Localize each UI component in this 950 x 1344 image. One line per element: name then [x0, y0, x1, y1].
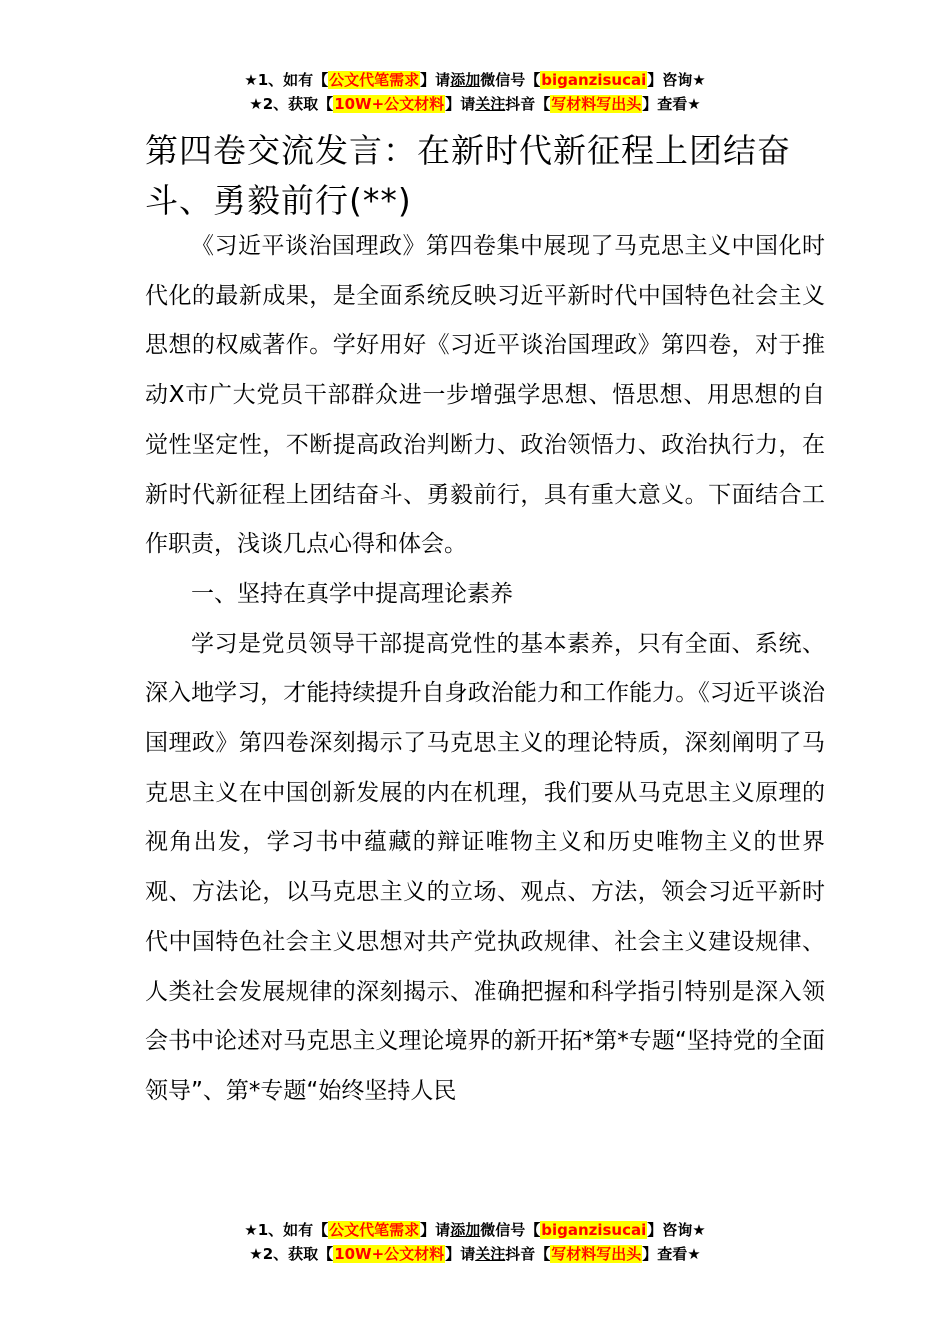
banner-line-1: ★1、如有【公文代笔需求】请添加微信号【biganzisucai】咨询★ — [244, 71, 706, 89]
highlight-materials: 10W+公文材料 — [334, 95, 445, 113]
highlight-service: 公文代笔需求 — [329, 1221, 420, 1239]
paragraph-section-1: 学习是党员领导干部提高党性的基本素养，只有全面、系统、深入地学习，才能持续提升自身政治能力和工作能力。《习近平谈治国理政》第四卷深刻揭示了马克思主义的理论特质，深刻阐明了马克思主义在中国创新发展的内在机理，我们要从马克思主义原理的视角出发，学习书中蕴藏的辩证唯物主义和历史唯物主义的世界观、方法论，以马克思主义的立场、观点、方法，领会习近平新时代中国特色社会主义思想对共产党执政规律、社会主义建设规律、人类社会发展规律的深刻揭示、准确把握和科学指引特别是深入领会书中论述对马克思主义理论境界的新开拓*第*专题“坚持党的全面领导”、第*专题“始终坚持人民 — [145, 630, 825, 1104]
banner-line-1: ★1、如有【公文代笔需求】请添加微信号【biganzisucai】咨询★ — [244, 1221, 706, 1239]
document-body — [145, 222, 825, 1117]
highlight-service: 公文代笔需求 — [329, 71, 420, 89]
header-banner — [0, 68, 950, 116]
highlight-douyin-id: 写材料写出头 — [551, 95, 642, 113]
section-heading-1: 一、坚持在真学中提高理论素养 — [191, 580, 513, 607]
document-title: 第四卷交流发言：在新时代新征程上团结奋斗、勇毅前行(**) — [145, 131, 791, 220]
highlight-douyin-id: 写材料写出头 — [551, 1245, 642, 1263]
banner-line-2: ★2、获取【10W+公文材料】请关注抖音【写材料写出头】查看★ — [249, 1245, 701, 1263]
highlight-wechat-id: biganzisucai — [541, 1221, 647, 1239]
footer-banner — [0, 1218, 950, 1266]
banner-line-2: ★2、获取【10W+公文材料】请关注抖音【写材料写出头】查看★ — [249, 95, 701, 113]
paragraph-intro: 《习近平谈治国理政》第四卷集中展现了马克思主义中国化时代化的最新成果，是全面系统反映习近平新时代中国特色社会主义思想的权威著作。学好用好《习近平谈治国理政》第四卷，对于推动X市广大党员干部群众进一步增强学思想、悟思想、用思想的自觉性坚定性，不断提高政治判断力、政治领悟力、政治执行力，在新时代新征程上团结奋斗、勇毅前行，具有重大意义。下面结合工作职责，浅谈几点心得和体会。 — [145, 233, 825, 558]
highlight-wechat-id: biganzisucai — [541, 71, 647, 89]
highlight-materials: 10W+公文材料 — [334, 1245, 445, 1263]
